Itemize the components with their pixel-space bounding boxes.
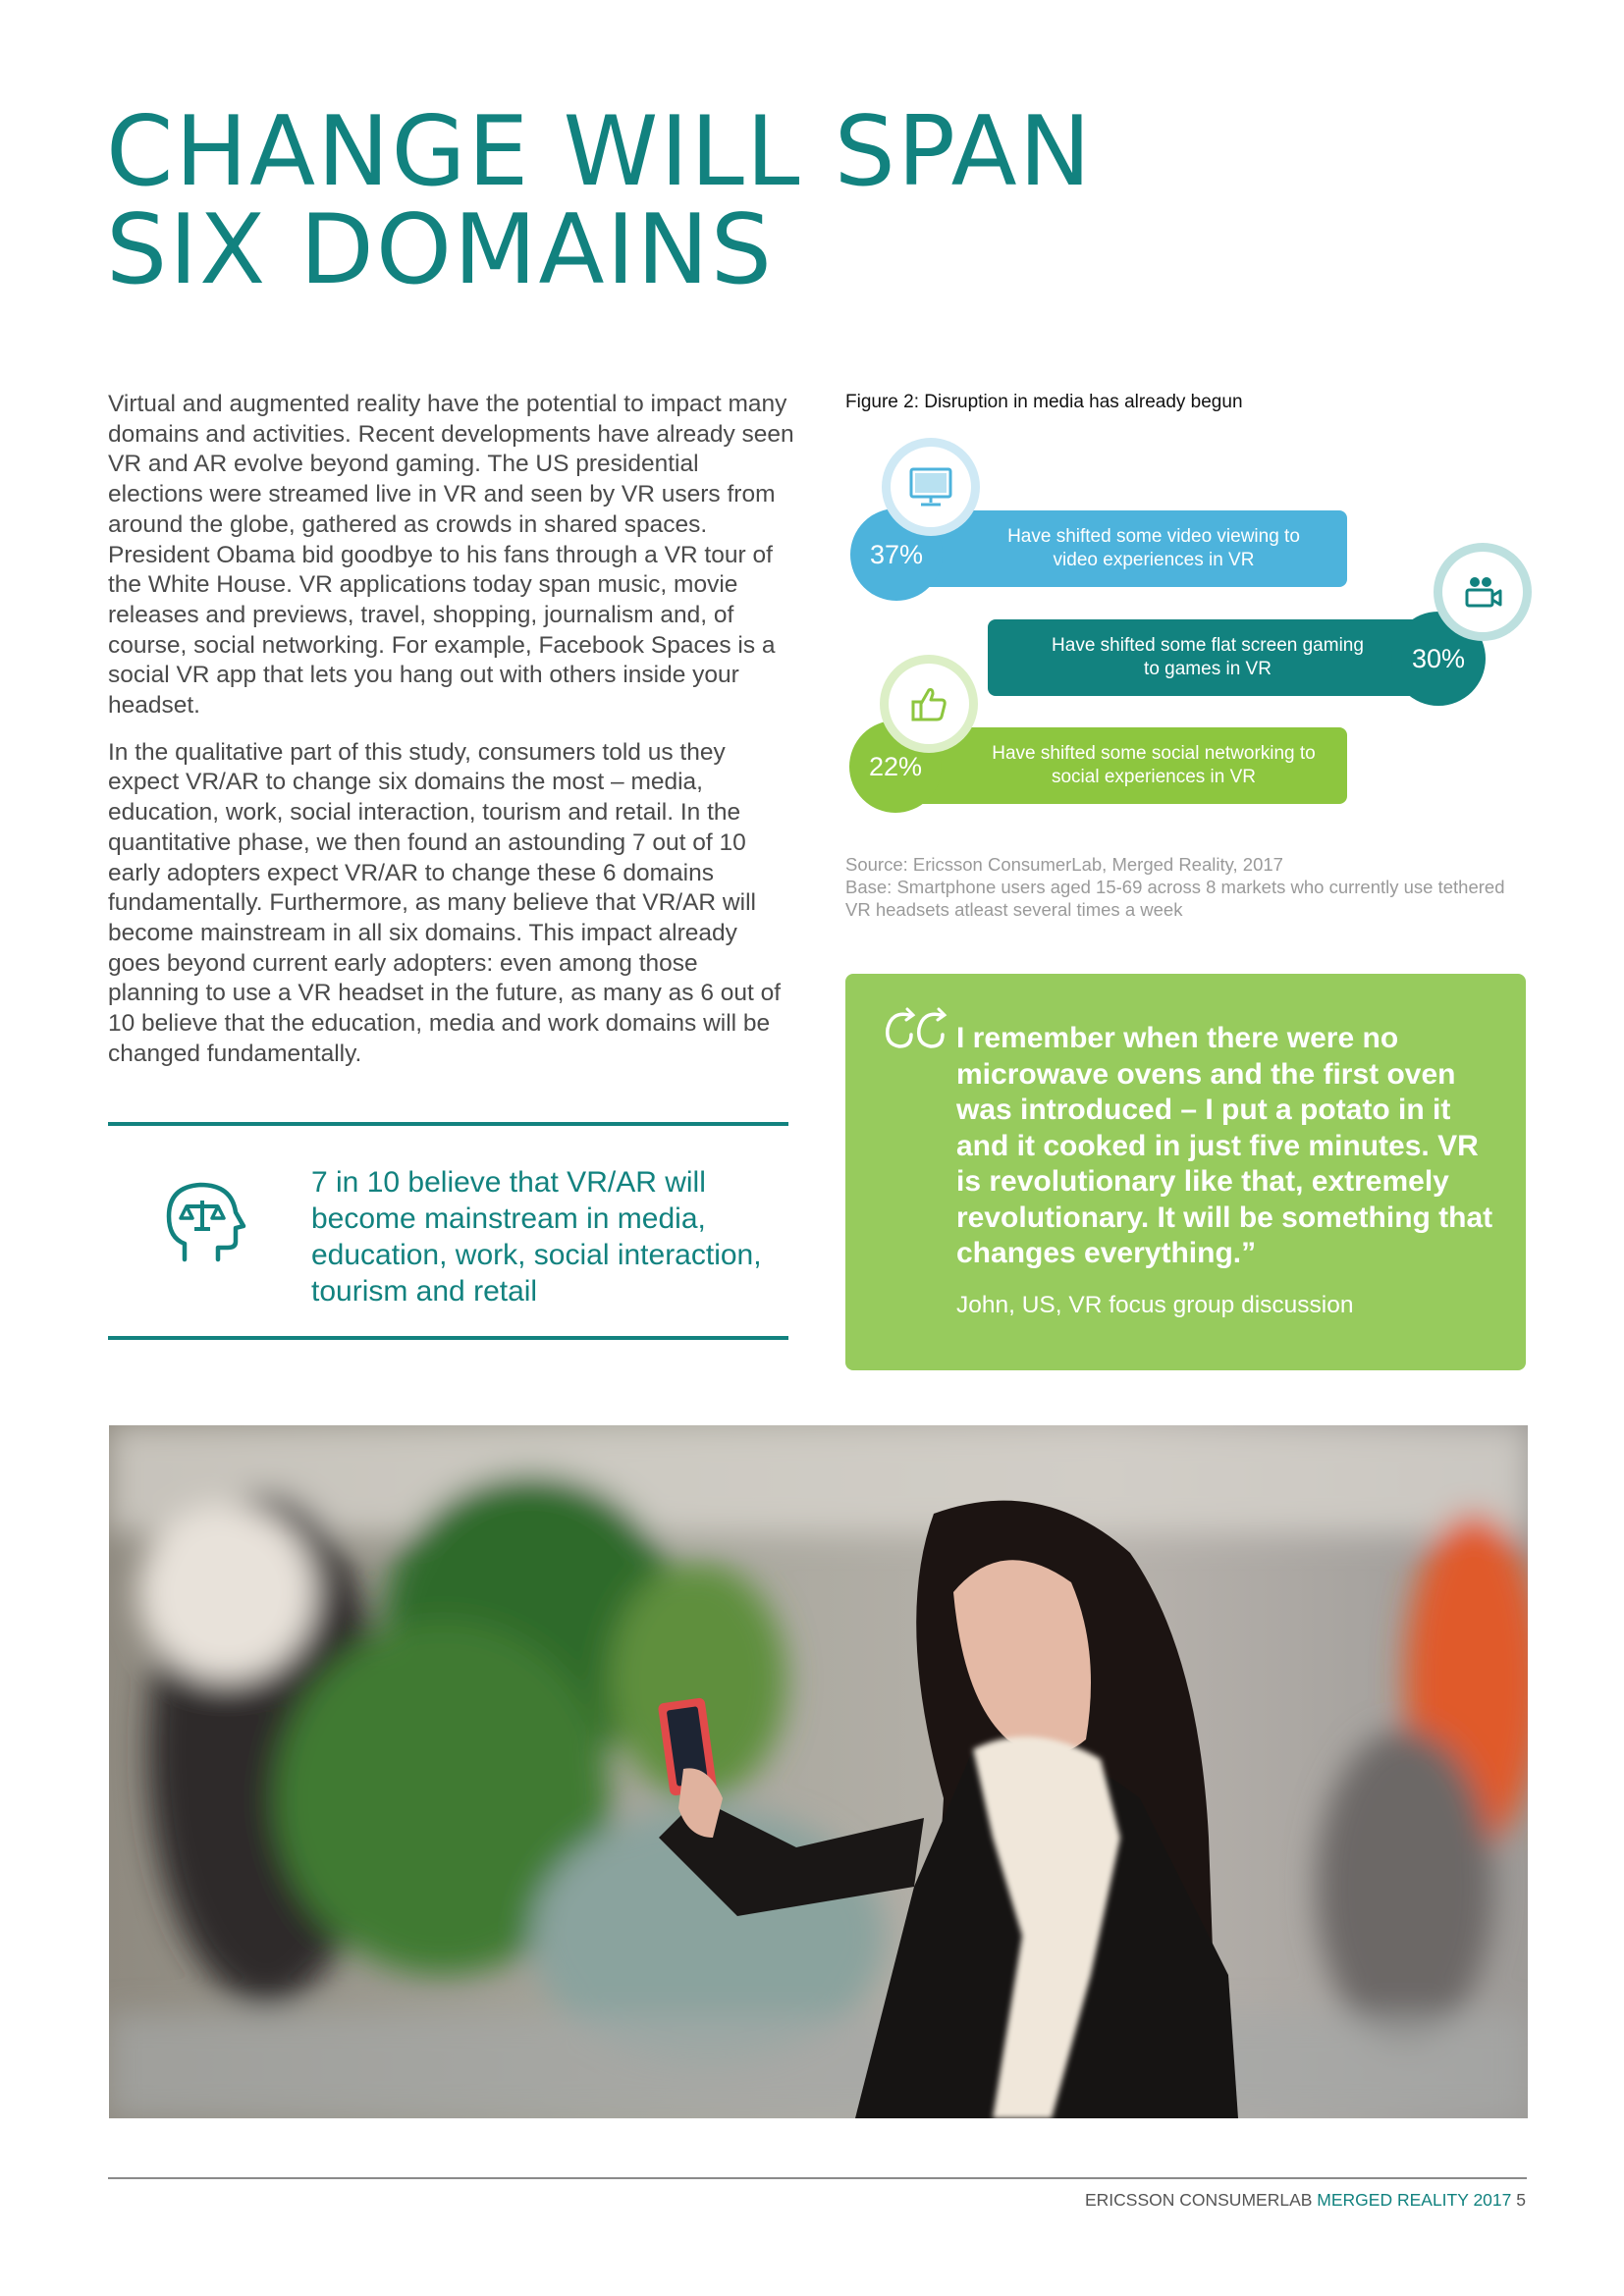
percent-label: 37% xyxy=(869,539,924,569)
thumbs-up-icon xyxy=(909,684,948,723)
callout-bottom-rule xyxy=(108,1336,788,1340)
footer-publisher: ERICSSON CONSUMERLAB xyxy=(1084,2190,1313,2210)
source-line: Source: Ericsson ConsumerLab, Merged Reality, 2017 xyxy=(845,854,1283,875)
callout-text: 7 in 10 believe that VR/AR will become mainstream in media, education, work, social interaction, tourism and retail xyxy=(311,1166,762,1308)
woman-smartphone-photo xyxy=(109,1425,1528,2118)
bar-video-viewing xyxy=(913,510,1347,587)
percent-label: 30% xyxy=(1411,643,1466,673)
page-footer xyxy=(1085,2190,1526,2211)
quote-mark-icon xyxy=(880,1007,948,1056)
footer-rule xyxy=(108,2177,1527,2179)
bar-label: Have shifted some flat screen gaming to games in VR xyxy=(1052,635,1364,679)
head-scales-icon xyxy=(155,1173,253,1271)
bar-label: Have shifted some video viewing to video experiences in VR xyxy=(1007,526,1300,570)
page-title xyxy=(106,96,1284,306)
bar-label: Have shifted some social networking to social experiences in VR xyxy=(992,743,1316,787)
bar-social xyxy=(913,727,1347,804)
page-number: 5 xyxy=(1516,2190,1526,2210)
video-camera-icon-bubble xyxy=(1434,543,1532,641)
percent-label: 22% xyxy=(868,751,923,781)
bar-gaming xyxy=(988,619,1428,696)
callout-top-rule xyxy=(108,1122,788,1126)
monitor-icon-bubble xyxy=(882,438,980,536)
monitor-icon xyxy=(907,465,954,508)
title-line-2: SIX DOMAINS xyxy=(106,194,775,306)
figure-source xyxy=(845,853,1533,921)
base-line: Base: Smartphone users aged 15-69 across 8 markets who currently use tethered VR headsets atleast several times a week xyxy=(845,877,1505,920)
quote-author: John, US, VR focus group discussion xyxy=(956,1292,1354,1318)
thumbs-up-icon-bubble xyxy=(880,655,978,753)
quote-text: I remember when there were no microwave ovens and the first oven was introduced – I put a potato in it and it cooked in just five minutes. VR is revolutionary like that, extremely revolutionary. It will be something that changes everything.” xyxy=(956,1022,1493,1269)
body-paragraph-1: Virtual and augmented reality have the potential to impact many domains and activities. Recent developments have already seen VR and AR evolve beyond gaming. The US presidential elections were streamed live in VR and seen by VR users from around the globe, gathered as crowds in shared spaces. President Obama bid goodbye to his fans through a VR tour of the White House. VR applications today span music, movie releases and previews, travel, shopping, journalism and, of course, social networking. For example, Facebook Spaces is a social VR app that lets you hang out with others inside your headset. xyxy=(108,391,794,720)
title-line-1: CHANGE WILL SPAN xyxy=(106,96,1094,208)
footer-report-title: MERGED REALITY 2017 xyxy=(1317,2190,1512,2210)
video-camera-icon xyxy=(1461,572,1504,612)
body-text xyxy=(108,390,795,1086)
figure-caption: Figure 2: Disruption in media has already begun xyxy=(845,392,1243,412)
body-paragraph-2: In the qualitative part of this study, consumers told us they expect VR/AR to change six domains the most – media, education, work, social interaction, tourism and retail. In the quantitative phase, we then found an astounding 7 out of 10 early adopters expect VR/AR to change these 6 domains fundamentally. Furthermore, as many believe that VR/AR will become mainstream in all six domains. This impact already goes beyond current early adopters: even among those planning to use a VR headset in the future, as many as 6 out of 10 believe that the education, media and work domains will be changed fundamentally. xyxy=(108,738,782,1067)
